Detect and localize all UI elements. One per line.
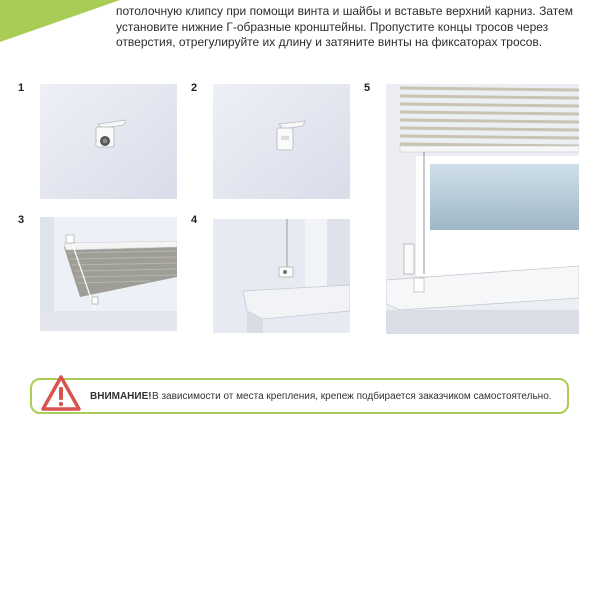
sill-bracket-image xyxy=(213,219,350,333)
step-4-photo xyxy=(213,219,350,333)
ceiling-clip-image xyxy=(40,84,177,199)
step-5-photo xyxy=(386,84,579,334)
step-number-1: 1 xyxy=(18,82,25,94)
corner-accent xyxy=(0,0,120,42)
step-3-photo xyxy=(40,217,177,331)
step-number-2: 2 xyxy=(191,82,198,94)
clip-bracket-image xyxy=(213,84,350,199)
instruction-line: потолочную клипсу при помощи винта и шайбы и вставьте верхний карниз. Затем xyxy=(116,4,574,18)
step-number-4: 4 xyxy=(191,214,198,226)
step-2-photo xyxy=(213,84,350,199)
warning-box xyxy=(30,378,569,414)
pleated-blind-image xyxy=(40,217,177,331)
step-number-3: 3 xyxy=(18,214,25,226)
step-1-photo xyxy=(40,84,177,199)
instruction-text xyxy=(116,4,586,51)
warning-text: В зависимости от места крепления, крепеж подбирается заказчиком самостоятельно. xyxy=(152,391,552,402)
step-number-5: 5 xyxy=(364,82,371,94)
warning-triangle-icon xyxy=(40,374,82,412)
warning-title: ВНИМАНИЕ! xyxy=(90,391,152,402)
installed-blind-image xyxy=(386,84,579,334)
instruction-line: установите нижние Г-образные кронштейны. Пропустите концы тросов через xyxy=(116,19,549,34)
instruction-line: отверстия, отрегулируйте их длину и затяните винты на фиксаторах тросов. xyxy=(116,35,543,49)
